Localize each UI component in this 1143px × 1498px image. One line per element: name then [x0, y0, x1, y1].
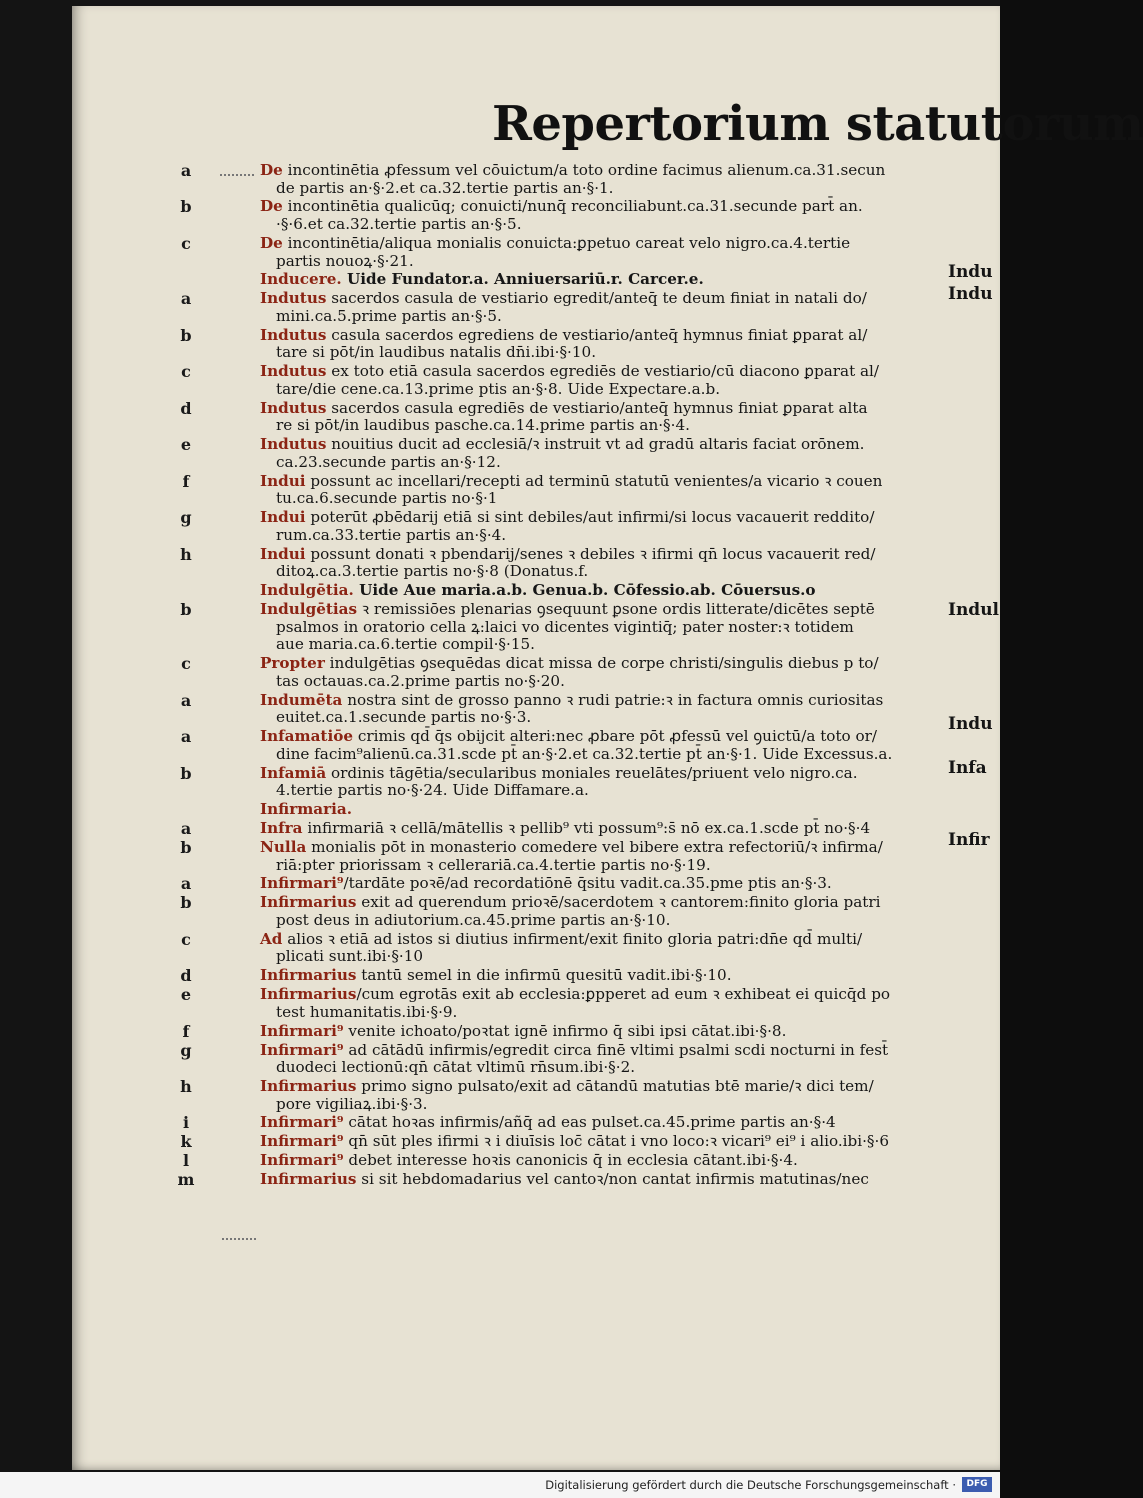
entry-text: debet interesse hoꝛis canonicis q̄ in ecclesia cātant.ibi·§·4. — [343, 1151, 798, 1170]
entry-line-1 — [260, 581, 816, 599]
entry-text: exit ad querendum prioꝛē/sacerdotem ꝛ cantorem:finito gloria patri — [356, 893, 881, 912]
entry-lead-word: Infirmarius — [260, 1077, 357, 1095]
entry-text: ꝛ remissiōes plenarias ꝯsequunt ꝑsone ordis litterate/dicētes septē — [357, 600, 875, 619]
entry-lead-word: Infirmarius — [260, 893, 357, 912]
register-entry — [180, 435, 1020, 471]
dfg-logo: DFG — [962, 1477, 992, 1492]
entry-text: incontinētia ꝓfessum vel cōuictum/a toto ordine facimus alienum.ca.31.secun — [282, 161, 886, 179]
entry-line-1 — [260, 1133, 1020, 1151]
register-entry — [180, 1077, 1020, 1113]
register-entry — [180, 985, 1020, 1021]
entry-letter: c — [181, 362, 191, 382]
entry-text: qn̄ sūt ples ifirmi ꝛ i diuīsis loc̄ cātat i vno loco:ꝛ vicari⁹ ei⁹ i alio.ibi·§·6 — [343, 1132, 890, 1151]
entry-line-1 — [260, 820, 1020, 838]
entry-letter: b — [180, 197, 192, 217]
facing-page-word: Indu — [948, 284, 993, 304]
entry-line-1 — [260, 473, 1020, 491]
register-entry — [180, 819, 1020, 839]
section-heading — [260, 801, 1020, 819]
entry-line-1 — [260, 270, 704, 288]
entry-text: tantū semel in die infirmū quesitū vadit.ibi·§·10. — [356, 966, 732, 985]
entry-line-2: tas octauas.ca.2.prime partis no·§·20. — [276, 671, 565, 690]
entry-line-2: riā:pter priorissam ꝛ cellerariā.ca.4.tertie partis no·§·19. — [276, 855, 711, 874]
entry-line-1 — [260, 363, 1020, 381]
entry-lead-word: Infirmarius — [260, 985, 357, 1004]
entry-line-2: tare si pōt/in laudibus natalis dn̄i.ibi·§·10. — [276, 343, 597, 362]
entry-letter: b — [180, 763, 192, 783]
entry-text: possunt donati ꝛ pbendarij/senes ꝛ debiles ꝛ ifirmi qn̄ locus vacauerit red/ — [305, 544, 876, 563]
entry-line-2: ·§·6.et ca.32.tertie partis an·§·5. — [276, 215, 522, 234]
entry-line-1 — [260, 601, 1020, 619]
entry-line-2: pore vigiliaꝝ.ibi·§·3. — [276, 1094, 428, 1113]
entry-line-1 — [260, 1171, 1020, 1189]
facing-page-word: Indul — [948, 600, 1000, 620]
entry-lead-word: Infirmari⁹ — [260, 1113, 344, 1132]
entry-lead-word: Infirmari⁹ — [260, 1021, 344, 1040]
entry-letter: f — [182, 471, 190, 491]
entry-text: Uide Aue maria.a.b. Genua.b. Cōfessio.ab. Cōuersus.o — [353, 581, 816, 600]
entry-line-1 — [260, 436, 1020, 454]
entry-lead-word: Infirmarius — [260, 966, 357, 985]
register-entry — [181, 929, 1020, 966]
ink-smudge — [222, 1238, 256, 1250]
entry-lead-word: Indulgētia. — [260, 581, 354, 600]
entry-text: sacerdos casula egrediēs de vestiario/anteq̄ hymnus finiat ꝑparat alta — [326, 398, 868, 417]
entry-letter: g — [180, 1040, 192, 1060]
entry-lead-word: Infirmarius — [260, 1170, 357, 1189]
entry-lead-word: Indutus — [260, 435, 327, 454]
entry-lead-word: Infirmari⁹ — [260, 1151, 344, 1170]
entry-line-1 — [260, 546, 1020, 564]
entry-letter: k — [180, 1132, 192, 1152]
entry-line-1 — [260, 290, 1020, 308]
entry-letter: h — [180, 544, 192, 564]
book-page — [72, 6, 1143, 1470]
entry-lead-word: Infirmari⁹ — [260, 1040, 344, 1059]
entry-lead-word: De — [260, 233, 283, 252]
register-entry — [182, 471, 1020, 508]
section-heading — [260, 582, 1020, 600]
page-title: Repertorium statutorum — [492, 96, 1143, 152]
entry-line-1 — [260, 235, 1020, 253]
entry-line-1 — [260, 1114, 1020, 1132]
entry-text: nostra sint de grosso panno ꝛ rudi patrie:ꝛ in factura omnis curiositas — [342, 690, 884, 709]
entry-text: ad cātādū infirmis/egredit circa finē vltimi psalmi scdi nocturni in fest̄ — [343, 1040, 889, 1059]
entry-lead-word: Indutus — [260, 289, 327, 308]
entry-lead-word: Nulla — [260, 837, 307, 856]
entry-line-1 — [260, 894, 1020, 912]
entry-letter: d — [180, 966, 192, 986]
entry-lead-word: Indui — [260, 508, 306, 527]
entry-line-3: aue maria.ca.6.tertie compil·§·15. — [276, 635, 536, 654]
entry-text: possunt ac incellari/recepti ad terminū statutū venientes/a vicario ꝛ couen — [305, 471, 883, 490]
entry-letter: b — [180, 325, 192, 345]
entry-lead-word: Infirmaria. — [260, 800, 353, 819]
entry-line-2: mini.ca.5.prime partis an·§·5. — [276, 306, 502, 325]
entry-text: primo signo pulsato/exit ad cātandū matutias btē marie/ꝛ dici tem/ — [356, 1077, 874, 1095]
entry-line-2: psalmos in oratorio cella ꝝ:laici vo dicentes vigintiq̄; pater noster:ꝛ totidem — [276, 617, 854, 636]
entry-line-2: tu.ca.6.secunde partis no·§·1 — [276, 489, 498, 508]
entry-line-1 — [260, 728, 1020, 746]
entry-line-2: plicati sunt.ibi·§·10 — [276, 947, 424, 966]
register-entry — [180, 966, 1020, 986]
entry-text: /cum egrotās exit ab ecclesia:ꝑpperet ad eum ꝛ exhibeat ei quicq̄d po — [356, 985, 891, 1004]
entry-line-2: test humanitatis.ibi·§·9. — [276, 1002, 458, 1021]
entry-lead-word: Indutus — [260, 398, 327, 417]
entry-letter: f — [182, 1021, 190, 1041]
entry-line-2: duodeci lectionū:qn̄ cātat vltimū rn̄sum.ibi·§·2. — [276, 1058, 636, 1077]
entry-lead-word: Indulgētias — [260, 600, 358, 619]
entry-letter: b — [180, 600, 192, 620]
entry-text: casula sacerdos egrediens de vestiario/anteq̄ hymnus finiat ꝑparat al/ — [326, 325, 868, 344]
register-entry — [180, 289, 1020, 325]
register-entry — [180, 544, 1020, 581]
entry-text: incontinētia/aliqua monialis conuicta:ꝑpetuo careat velo nigro.ca.4.tertie — [282, 233, 851, 252]
entry-line-1 — [260, 967, 1020, 985]
register-entry — [180, 600, 1020, 654]
register-entry — [180, 398, 1020, 435]
entry-lead-word: Indui — [260, 544, 306, 563]
entry-lead-word: De — [260, 197, 283, 216]
register-entry — [180, 727, 1020, 763]
facing-page-word: Indu — [948, 262, 993, 282]
facing-page-word: Infa — [948, 758, 987, 778]
entry-line-1 — [260, 400, 1020, 418]
entry-letter: b — [180, 893, 192, 913]
entry-line-1 — [260, 839, 1020, 857]
entry-line-1 — [260, 800, 352, 818]
entry-line-2: rum.ca.33.tertie partis an·§·4. — [276, 525, 507, 544]
entry-letter: a — [180, 161, 192, 180]
entry-letter: c — [181, 233, 191, 253]
entry-lead-word: Infirmari⁹ — [260, 874, 344, 893]
facing-page-edge — [948, 256, 1000, 896]
entry-text: venite ichoato/poꝛtat ignē infirmo q̄ sibi ipsi cātat.ibi·§·8. — [343, 1021, 787, 1040]
entry-line-1 — [260, 1023, 1020, 1041]
entry-line-2: de partis an·§·2.et ca.32.tertie partis an·§·1. — [276, 178, 614, 197]
facing-page-word: Indu — [948, 714, 993, 734]
entry-letter: c — [181, 929, 191, 949]
entry-letter: a — [180, 727, 192, 747]
section-heading — [260, 271, 1020, 289]
register-entry — [182, 1021, 1020, 1041]
entry-text: indulgētias ꝯsequēdas dicat missa de corpe christi/singulis diebus p to/ — [324, 654, 879, 673]
entry-text: infirmariā ꝛ cellā/mātellis ꝛ pellib⁹ vti possum⁹:s̄ nō ex.ca.1.scde pt̄ no·§·4 — [302, 819, 871, 838]
entry-lead-word: Infamiā — [260, 763, 327, 782]
entry-line-2: dine facim⁹alienū.ca.31.scde pt̄ an·§·2.et ca.32.tertie pt̄ an·§·1. Uide Excessus.a. — [276, 744, 893, 763]
entry-lead-word: Infamatiōe — [260, 727, 354, 746]
entry-text: sacerdos casula de vestiario egredit/anteq̄ te deum finiat in natali do/ — [326, 289, 867, 308]
entry-letter: d — [180, 398, 192, 418]
register-entry — [180, 874, 1020, 894]
entry-lead-word: Ad — [260, 929, 283, 948]
register-entry — [181, 362, 1020, 398]
register-entry — [180, 893, 1020, 929]
entry-line-2: post deus in adiutorium.ca.45.prime partis an·§·10. — [276, 910, 671, 929]
entry-lead-word: De — [260, 161, 283, 179]
register-entry — [180, 508, 1020, 544]
entry-letter: a — [180, 690, 192, 710]
entry-text: nouitius ducit ad ecclesiā/ꝛ instruit vt ad gradū altaris faciat orōnem. — [326, 435, 865, 454]
entry-text: ordinis tāgētia/secularibus moniales reuelātes/priuent velo nigro.ca. — [326, 763, 858, 782]
entry-line-1 — [260, 509, 1020, 527]
footer-credit: Digitalisierung gefördert durch die Deutsche Forschungsgemeinschaft · — [545, 1478, 956, 1492]
entry-line-2: ca.23.secunde partis an·§·12. — [276, 452, 501, 471]
entry-line-1 — [260, 765, 1020, 783]
entry-line-2: tare/die cene.ca.13.prime ptis an·§·8. Uide Expectare.a.b. — [276, 379, 721, 398]
entry-letter: i — [182, 1113, 190, 1133]
entry-line-1 — [260, 198, 1020, 216]
register-entry — [180, 690, 1020, 727]
register-entry — [181, 654, 1020, 690]
entry-text: poterūt ꝓbēdarij etiā si sint debiles/aut infirmi/si locus vacauerit reddito/ — [305, 508, 875, 527]
entry-line-2: partis nouoꝝ·§·21. — [276, 251, 414, 270]
register-entry — [180, 1040, 1020, 1077]
entry-text: incontinētia qualicūq; conuicti/nunq̄ reconciliabunt.ca.31.secunde part̄ an. — [282, 197, 863, 216]
entry-line-1 — [260, 162, 1020, 180]
register-entry — [180, 763, 1020, 800]
entry-text: alios ꝛ etiā ad istos si diutius infirment/exit finito gloria patri:dn̄e qd̄ multi/ — [282, 929, 863, 948]
entry-letter: h — [180, 1077, 192, 1096]
entry-line-1 — [260, 327, 1020, 345]
register-entry — [181, 233, 1020, 270]
entry-line-1 — [260, 1078, 1020, 1096]
entry-line-1 — [260, 931, 1020, 949]
entry-letter: g — [180, 508, 192, 528]
entry-letter: l — [182, 1151, 190, 1171]
entry-line-1 — [260, 655, 1020, 673]
entry-letter: a — [180, 874, 192, 894]
entry-lead-word: Propter — [260, 654, 325, 673]
entry-line-1 — [260, 1042, 1020, 1060]
register-entry — [180, 161, 1020, 197]
entry-lead-word: Indui — [260, 471, 306, 490]
entry-line-2: euitet.ca.1.secunde partis no·§·3. — [276, 708, 532, 727]
entry-line-1 — [260, 986, 1020, 1004]
register-entry — [177, 1170, 1020, 1190]
register-entry — [182, 1113, 1020, 1133]
entry-text: ex toto etiā casula sacerdos egrediēs de vestiario/cū diacono ꝑparat al/ — [326, 362, 880, 381]
register-entry — [182, 1151, 1020, 1171]
register-entry — [180, 197, 1020, 234]
entry-line-2: 4.tertie partis no·§·24. Uide Diffamare.a. — [276, 781, 589, 800]
entry-text: cātat hoꝛas infirmis/añq̄ ad eas pulset.ca.45.prime partis an·§·4 — [343, 1113, 836, 1132]
facing-page-word: Infir — [948, 830, 990, 850]
entry-line-1 — [260, 1152, 1020, 1170]
entry-line-2: re si pōt/in laudibus pasche.ca.14.prime partis an·§·4. — [276, 416, 690, 435]
entry-line-2: ditoꝝ.ca.3.tertie partis no·§·8 (Donatus.f. — [276, 562, 589, 581]
entry-line-1 — [260, 692, 1020, 710]
entry-letter: c — [181, 654, 191, 674]
entry-letter: b — [180, 837, 192, 857]
entry-lead-word: Indumēta — [260, 690, 343, 709]
register-entry — [180, 1132, 1020, 1152]
entry-lead-word: Indutus — [260, 362, 327, 381]
footer-bar — [0, 1472, 1000, 1498]
entry-lead-word: Inducere. — [260, 270, 342, 289]
entry-line-1 — [260, 875, 1020, 893]
entry-letter: a — [180, 289, 192, 309]
register-entry — [180, 325, 1020, 362]
register-entry — [180, 837, 1020, 874]
entry-text: monialis pōt in monasterio comedere vel bibere extra refectoriū/ꝛ infirma/ — [306, 837, 883, 856]
ink-smudge — [220, 174, 254, 186]
entry-list — [177, 161, 1020, 1190]
entry-text: Uide Fundator.a. Anniuersariū.r. Carcer.e. — [341, 270, 704, 289]
entry-text: crimis qd̄ q̄s obijcit alteri:nec ꝓbare pōt ꝓfessū vel ꝯuictū/a toto or/ — [353, 727, 878, 746]
entry-lead-word: Infirmari⁹ — [260, 1132, 344, 1151]
entry-text: /tardāte poꝛē/ad recordatiōnē q̄situ vadit.ca.35.pme ptis an·§·3. — [343, 874, 832, 893]
entry-text: si sit hebdomadarius vel cantoꝛ/non cantat infirmis matutinas/nec — [356, 1170, 869, 1189]
entry-lead-word: Infra — [260, 819, 303, 838]
entry-letter: e — [180, 985, 192, 1005]
entry-letter: a — [180, 819, 192, 839]
entry-letter: e — [180, 435, 192, 455]
entry-lead-word: Indutus — [260, 325, 327, 344]
entry-letter: m — [177, 1170, 195, 1190]
